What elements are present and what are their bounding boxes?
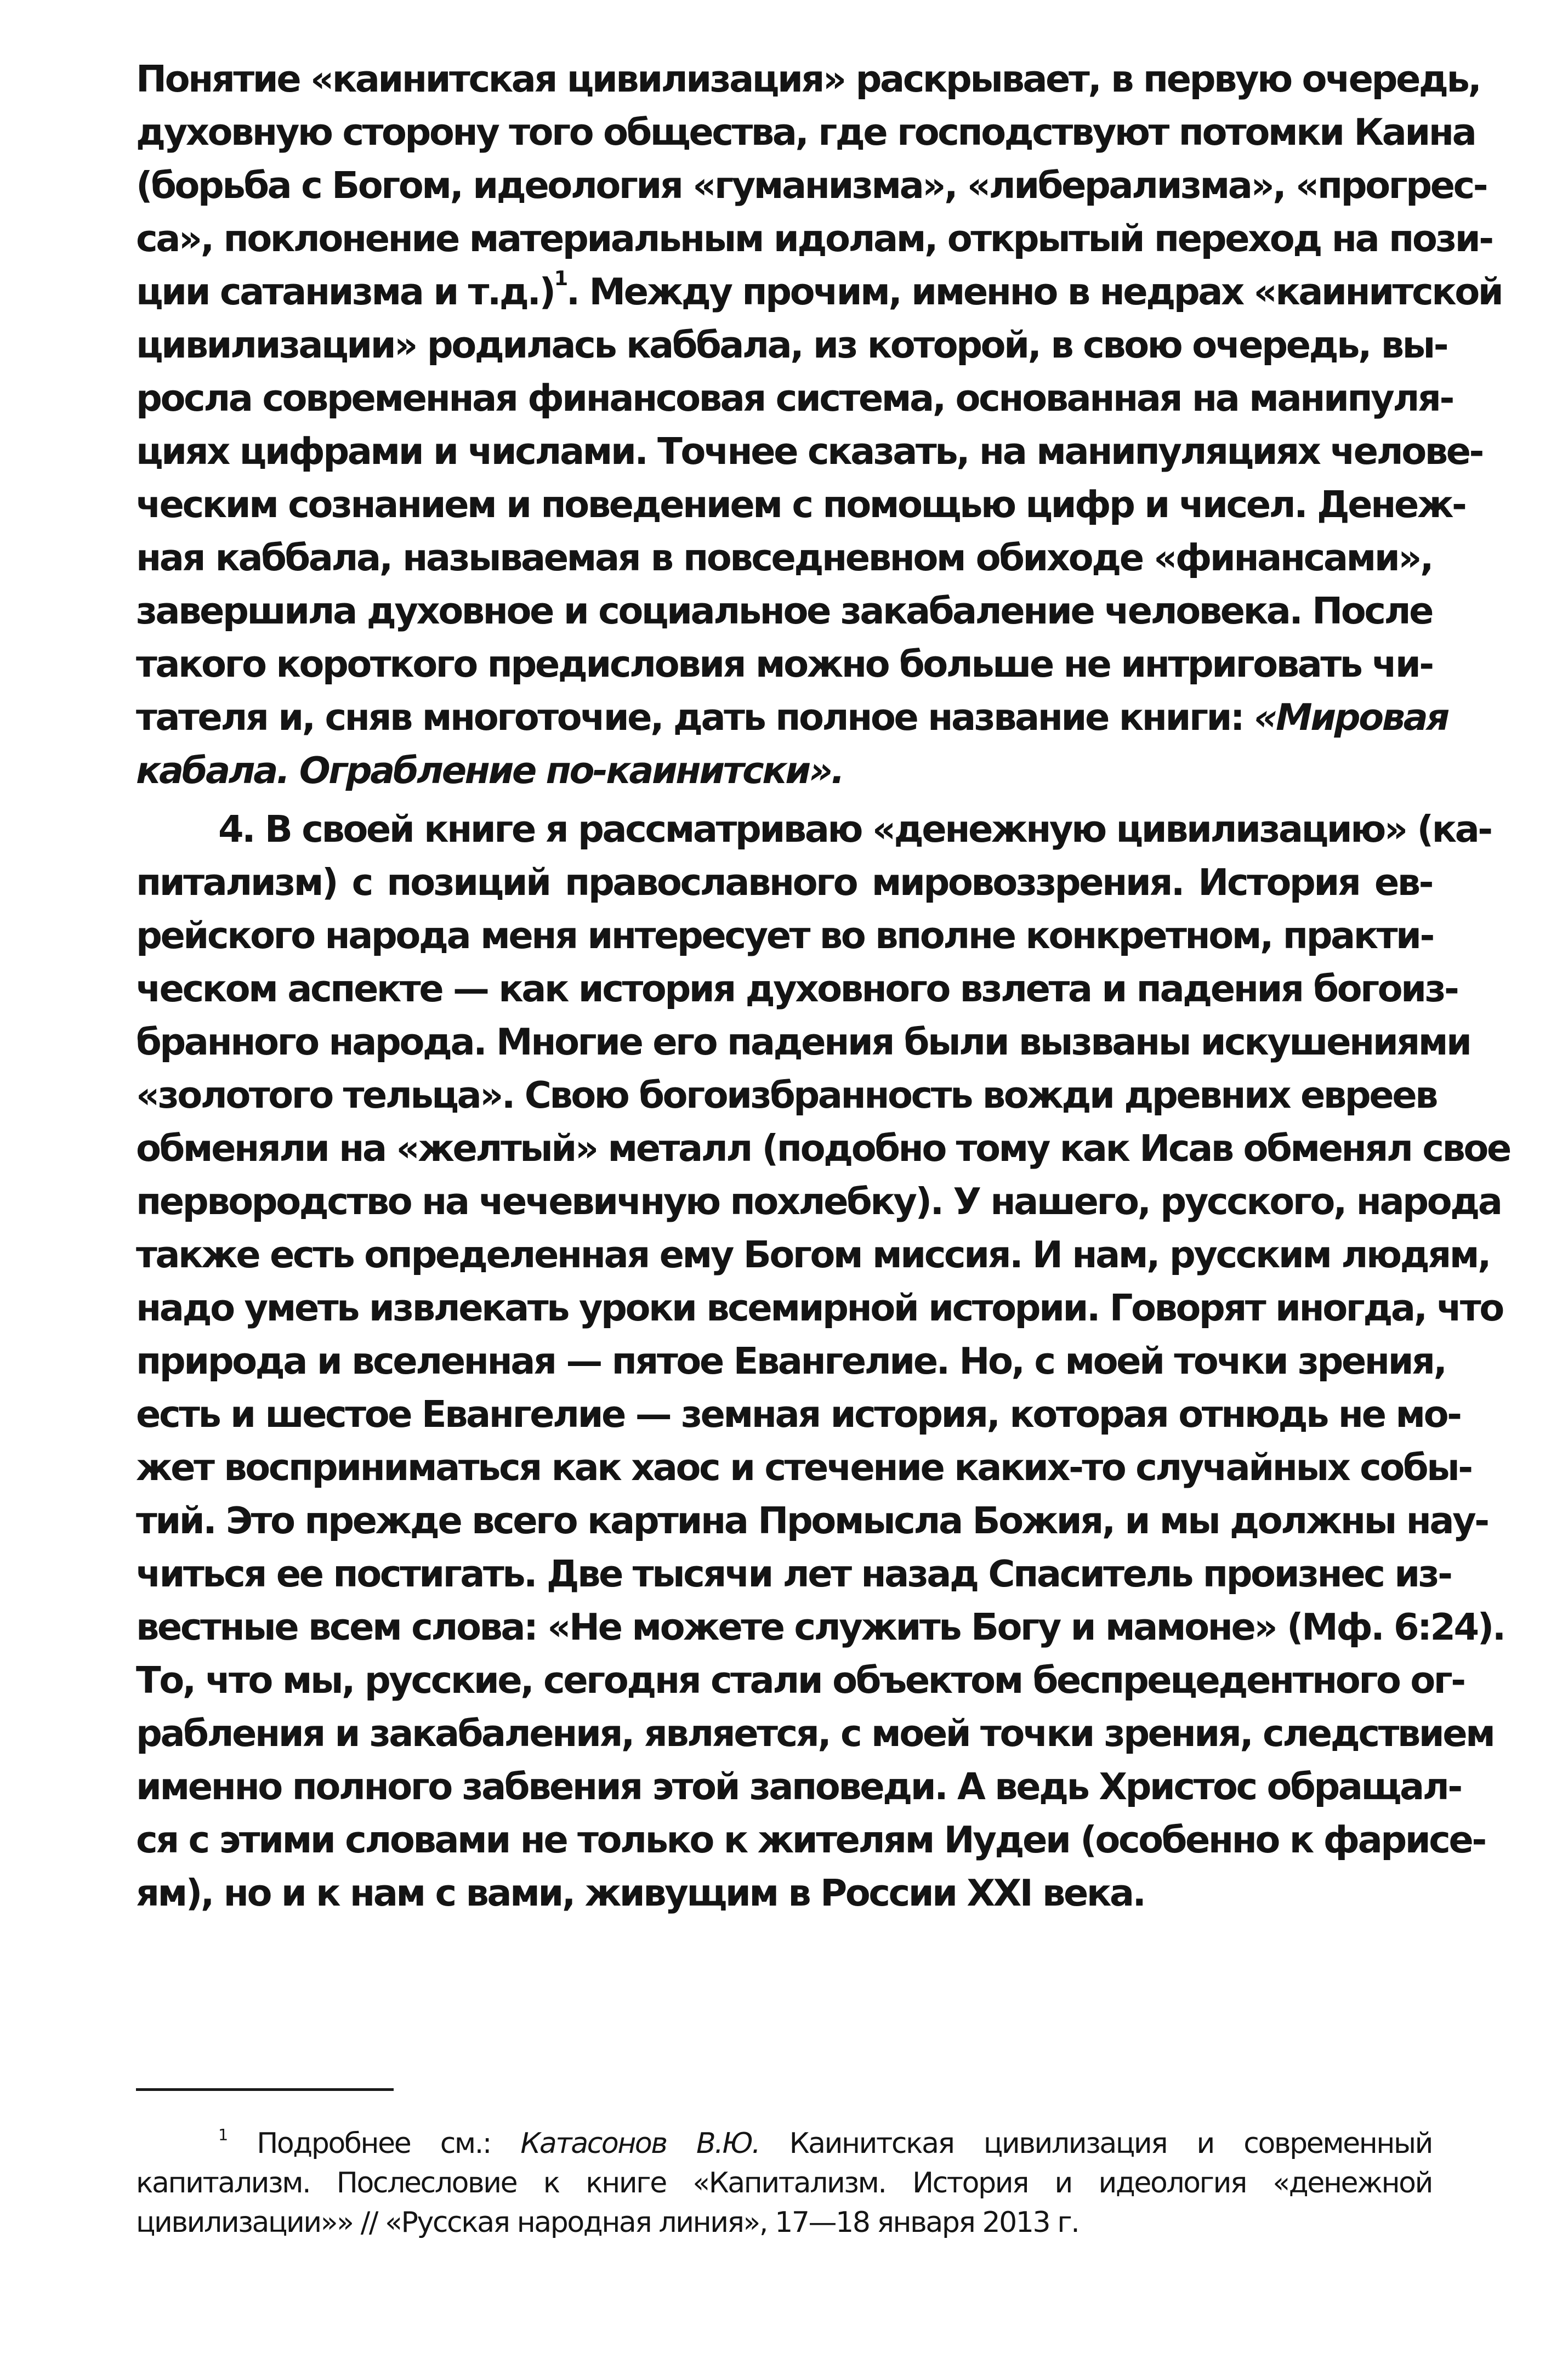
main-text <box>136 53 1510 1920</box>
text-line: именно полного забвения этой заповеди. А ведь Христос обращал- <box>136 1765 1461 1808</box>
text-line: ческим сознанием и поведением с помощью цифр и чисел. Денеж- <box>136 483 1465 526</box>
text-line: читься ее постигать. Две тысячи лет назад Спаситель произнес из- <box>136 1552 1451 1595</box>
text-line-with-footnote-ref <box>136 265 1502 319</box>
text-line: есть и шестое Евангелие — земная история, которая отнюдь не мо- <box>136 1393 1461 1436</box>
text-line: То, что мы, русские, сегодня стали объектом беспрецедентного ог- <box>136 1659 1464 1702</box>
text-line: обменяли на «желтый» металл (подобно тому как Исав обменял свое <box>136 1127 1510 1170</box>
footnote-line: цивилизации»» // «Русская народная линия», 17—18 января 2013 г. <box>136 2206 1079 2239</box>
footnote-line: капитализм. Послесловие к книге «Капитализм. История и идеология «денежной <box>136 2167 1432 2200</box>
text-line: ям), но и к нам с вами, живущим в России XXI века. <box>136 1872 1145 1914</box>
text-line: росла современная финансовая система, основанная на манипуля- <box>136 377 1453 420</box>
text-line: тий. Это прежде всего картина Промысла Божия, и мы должны нау- <box>136 1499 1488 1542</box>
text-line: завершила духовное и социальное закабаление человека. После <box>136 590 1432 632</box>
paragraph-2 <box>136 803 1510 1920</box>
text-line: вестные всем слова: «Не можете служить Богу и мамоне» (Мф. 6:24). <box>136 1606 1504 1648</box>
text-line: бранного народа. Многие его падения были вызваны искушениями <box>136 1021 1470 1063</box>
text-line: первородство на чечевичную похлебку). У нашего, русского, народа <box>136 1180 1501 1223</box>
text-line: ческом аспекте — как история духовного взлета и падения богоиз- <box>136 967 1458 1010</box>
text-line: надо уметь извлекать уроки всемирной истории. Говорят иногда, что <box>136 1286 1503 1329</box>
paragraph-1 <box>136 53 1502 797</box>
text-line: ся с этими словами не только к жителям Иудеи (особенно к фарисе- <box>136 1818 1485 1861</box>
footnote-divider <box>136 2088 394 2091</box>
footnote-marker: 1 <box>218 2125 227 2144</box>
text-line: цивилизации» родилась каббала, из которой, в свою очередь, вы- <box>136 324 1447 366</box>
text-line: также есть определенная ему Богом миссия. И нам, русским людям, <box>136 1233 1490 1276</box>
book-title-italic: «Мировая <box>1254 696 1448 739</box>
text-line: 4. В своей книге я рассматриваю «денежную цивилизацию» (ка- <box>218 808 1491 851</box>
text-line: Понятие «каинитская цивилизация» раскрывает, в первую очередь, <box>136 58 1480 100</box>
text-line: «золотого тельца». Свою богоизбранность вожди древних евреев <box>136 1074 1437 1116</box>
text-line: жет восприниматься как хаос и стечение каких-то случайных собы- <box>136 1446 1472 1489</box>
book-title-italic-line: кабала. Ограбление по-каинитски». <box>136 749 843 792</box>
footnote-text: Каинитская цивилизация и современный <box>759 2127 1432 2160</box>
text-segment: тателя и, сняв многоточие, дать полное название книги: <box>136 696 1254 739</box>
text-line: рейского народа меня интересует во вполне конкретном, практи- <box>136 914 1433 957</box>
text-line: са», поклонение материальным идолам, открытый переход на пози- <box>136 217 1492 260</box>
text-line: ная каббала, называемая в повседневном обиходе «финансами», <box>136 536 1432 579</box>
text-line: циях цифрами и числами. Точнее сказать, на манипуляциях челове- <box>136 430 1482 473</box>
footnote-line <box>136 2124 1432 2163</box>
text-line: (борьба с Богом, идеология «гуманизма», «либерализма», «прогрес- <box>136 164 1487 207</box>
footnote-section <box>136 2088 1432 2242</box>
text-segment: . Между прочим, именно в недрах «каинитской <box>566 270 1502 313</box>
text-line: питализм) с позиций православного мировоззрения. История ев- <box>136 861 1432 904</box>
text-line: рабления и закабаления, является, с моей точки зрения, следствием <box>136 1712 1494 1755</box>
text-line: такого короткого предисловия можно больше не интриговать чи- <box>136 643 1433 685</box>
footnote-reference[interactable]: 1 <box>554 267 566 290</box>
footnote-author: Катасонов В.Ю. <box>520 2127 760 2160</box>
text-line: духовную сторону того общества, где господствуют потомки Каина <box>136 111 1475 154</box>
text-line: природа и вселенная — пятое Евангелие. Но, с моей точки зрения, <box>136 1340 1446 1382</box>
text-line-with-italic <box>136 691 1448 744</box>
footnote-text: Подробнее см.: <box>226 2127 521 2160</box>
text-segment: ции сатанизма и т.д.) <box>136 270 554 313</box>
